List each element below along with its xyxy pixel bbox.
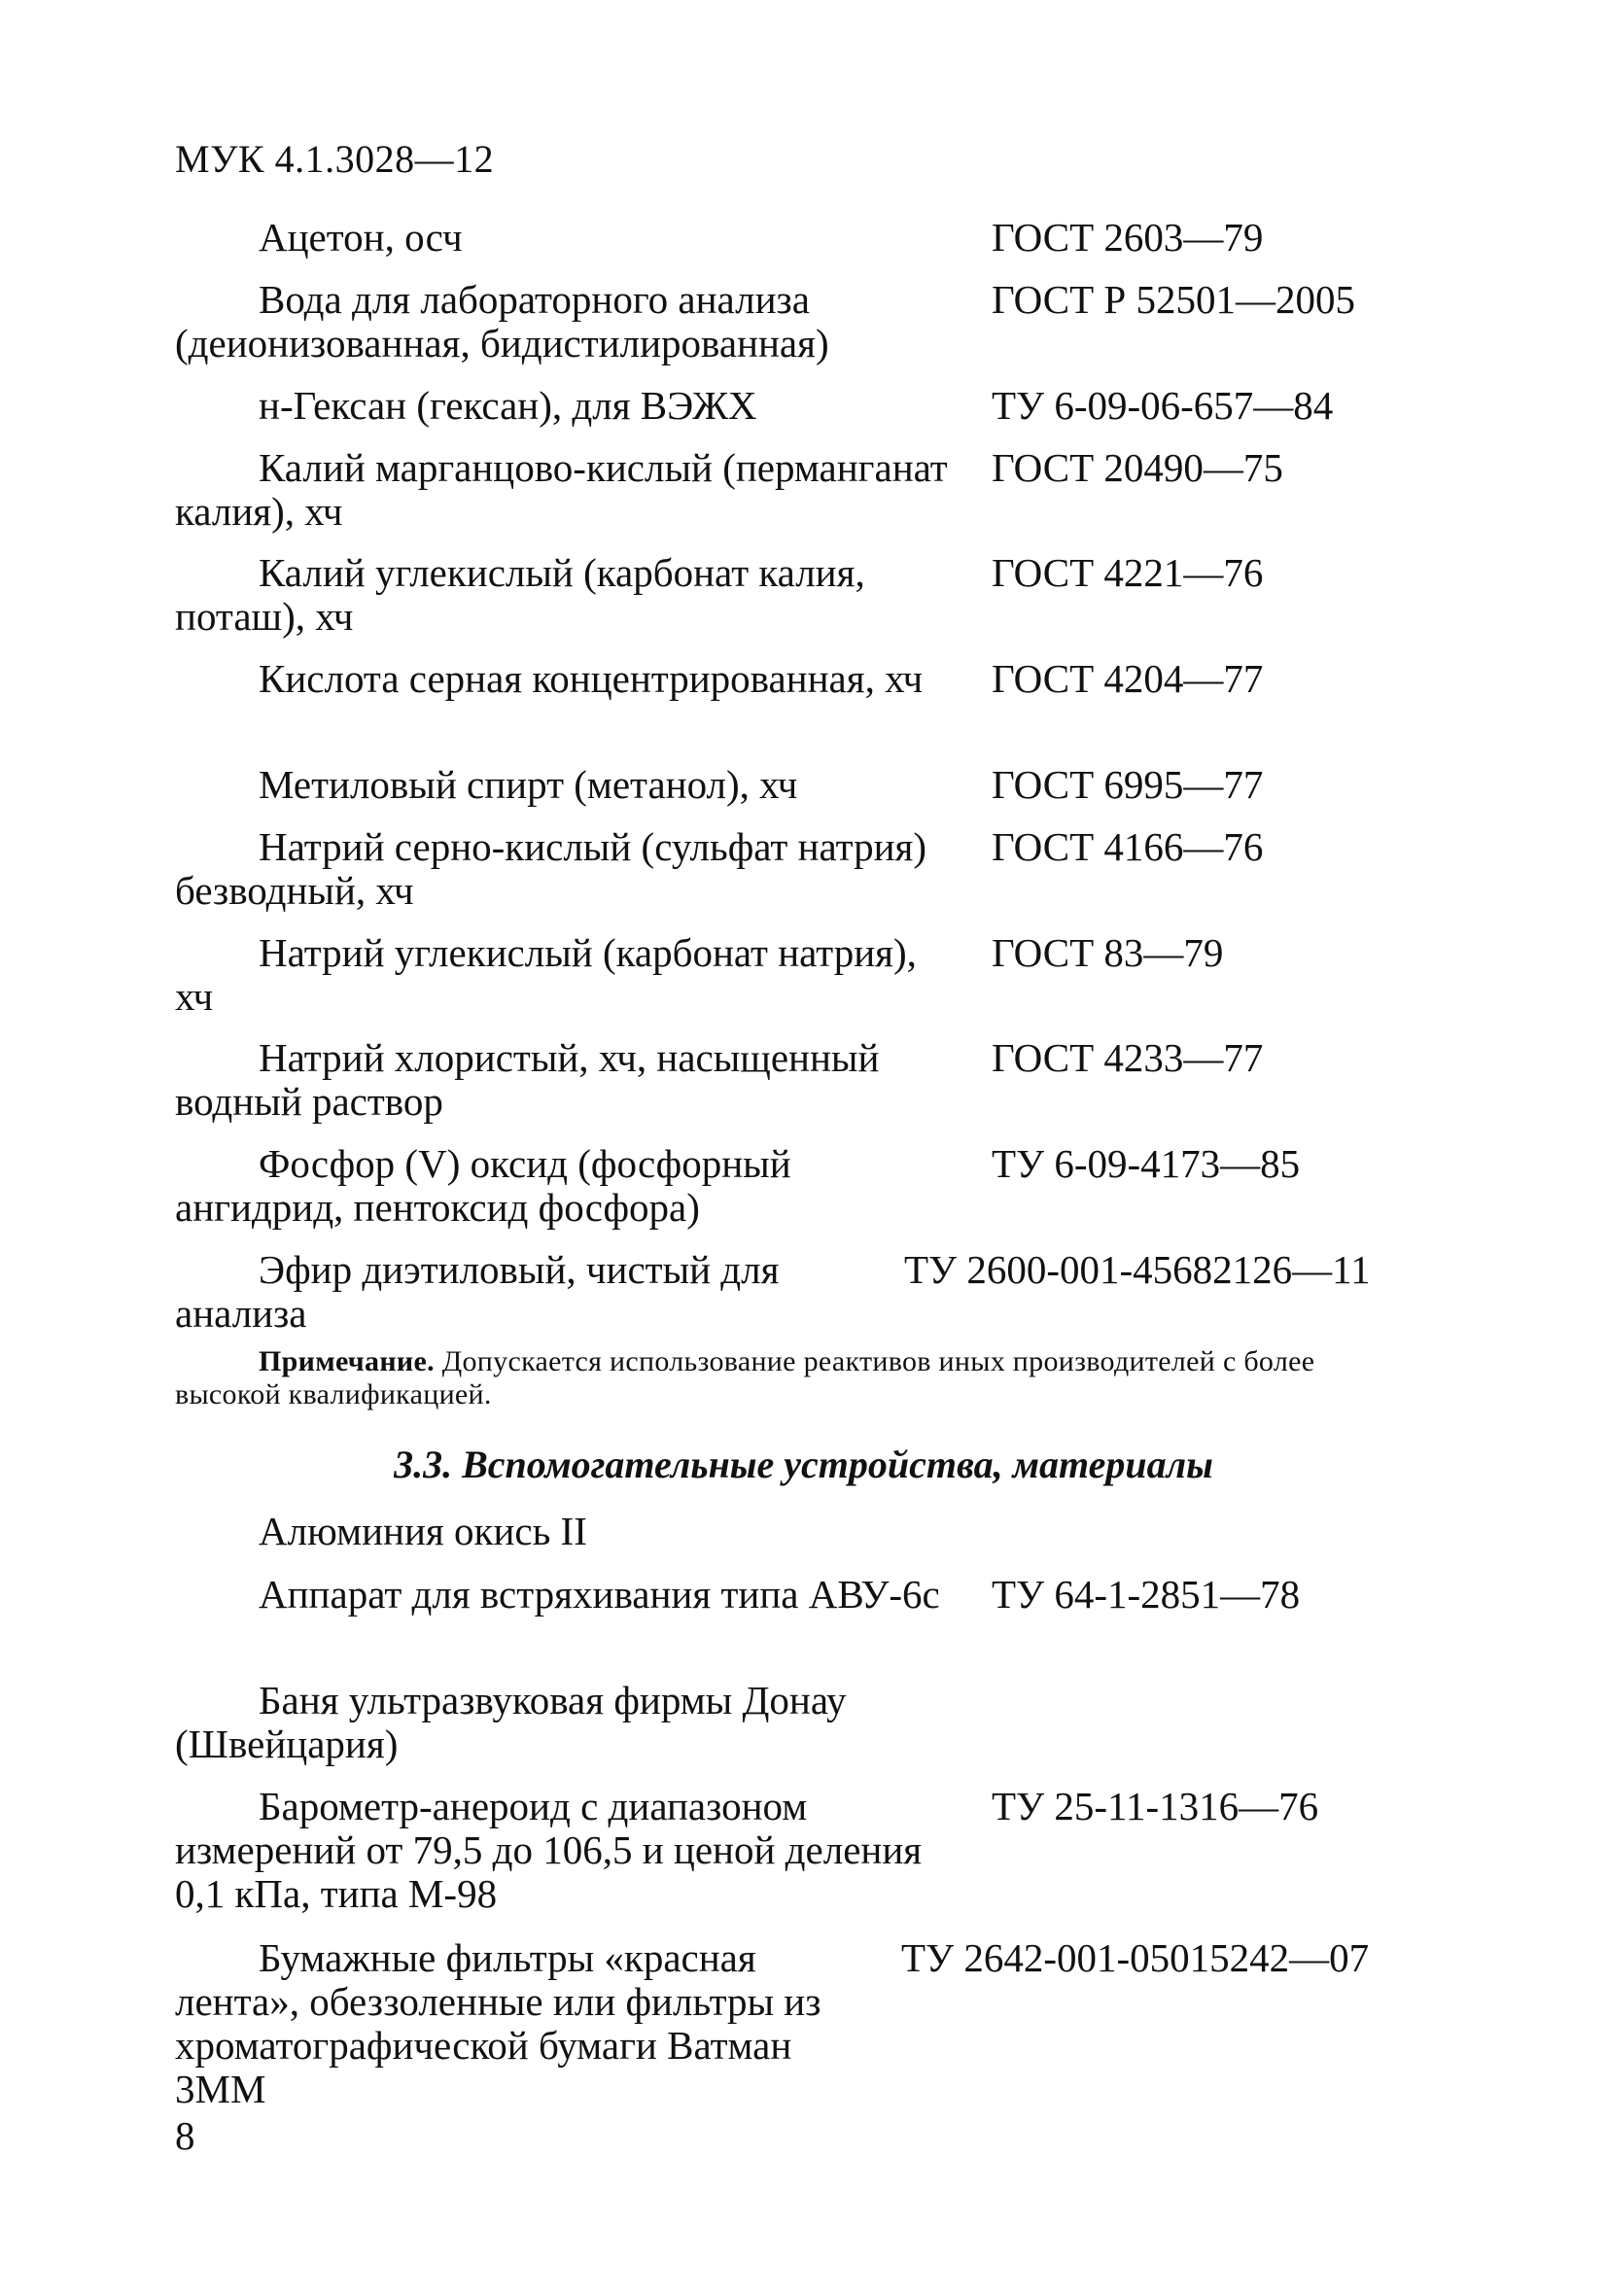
reagent-standard: ТУ 2600-001-45682126—11 — [904, 1247, 1371, 1292]
note-label: Примечание. — [259, 1345, 435, 1377]
material-name: Аппарат для встряхивания типа АВУ-6с — [259, 1572, 940, 1617]
reagent-name: Калий углекислый (карбонат калия, поташ), хч — [175, 550, 865, 639]
reagent-standard: ГОСТ 2603—79 — [992, 215, 1264, 260]
reagent-standard: ТУ 6-09-06-657—84 — [992, 383, 1334, 428]
reagent-name: Калий марганцово-кислый (перманганат калия), хч — [175, 445, 948, 534]
reagent-name: н-Гексан (гексан), для ВЭЖХ — [259, 383, 757, 428]
reagent-name: Метиловый спирт (метанол), хч — [259, 762, 798, 807]
reagent-standard: ГОСТ Р 52501—2005 — [992, 277, 1355, 322]
material-standard: ТУ 2642-001-05015242—07 — [901, 1935, 1370, 1980]
reagent-name: Вода для лабораторного анализа (деионизованная, бидистилированная) — [175, 277, 829, 365]
reagent-standard: ГОСТ 6995—77 — [992, 762, 1264, 807]
note-text: Допускается использование реактивов иных производителей с более высокой квалификацией. — [175, 1345, 1315, 1410]
document-code-header: МУК 4.1.3028—12 — [175, 137, 495, 181]
reagent-name: Натрий серно-кислый (сульфат натрия) безводный, хч — [175, 824, 927, 913]
reagent-name: Натрий углекислый (карбонат натрия), хч — [175, 930, 917, 1019]
reagent-standard: ГОСТ 4233—77 — [992, 1035, 1264, 1080]
reagent-standard: ГОСТ 20490—75 — [992, 445, 1283, 490]
reagent-standard: ТУ 6-09-4173—85 — [992, 1141, 1301, 1186]
material-name: Бумажные фильтры «красная лента», обеззоленные или фильтры из хроматографической бумаги Ватман 3ММ — [175, 1935, 821, 2111]
reagent-name: Ацетон, осч — [259, 215, 463, 260]
reagent-name: Натрий хлористый, хч, насыщенный водный раствор — [175, 1035, 880, 1124]
material-name: Алюминия окись II — [259, 1509, 587, 1553]
reagent-name: Эфир диэтиловый, чистый для анализа — [175, 1247, 780, 1336]
reagent-standard: ГОСТ 83—79 — [992, 930, 1224, 975]
reagent-standard: ГОСТ 4166—76 — [992, 824, 1264, 869]
page-number: 8 — [175, 2113, 195, 2158]
section-title: 3.3. Вспомогательные устройства, материалы — [394, 1443, 1213, 1486]
reagent-name: Кислота серная концентрированная, хч — [259, 656, 924, 701]
reagent-standard: ГОСТ 4221—76 — [992, 550, 1264, 595]
material-name: Баня ультразвуковая фирмы Донау (Швейцария) — [175, 1678, 847, 1766]
note-paragraph — [175, 1345, 1419, 1411]
material-name: Барометр-анероид с диапазоном измерений от 79,5 до 106,5 и ценой деления 0,1 кПа, типа М-98 — [175, 1784, 923, 1916]
reagent-name: Фосфор (V) оксид (фосфорный ангидрид, пентоксид фосфора) — [175, 1141, 791, 1230]
material-standard: ТУ 64-1-2851—78 — [992, 1572, 1301, 1617]
reagent-standard: ГОСТ 4204—77 — [992, 656, 1264, 701]
material-standard: ТУ 25-11-1316—76 — [992, 1784, 1319, 1828]
